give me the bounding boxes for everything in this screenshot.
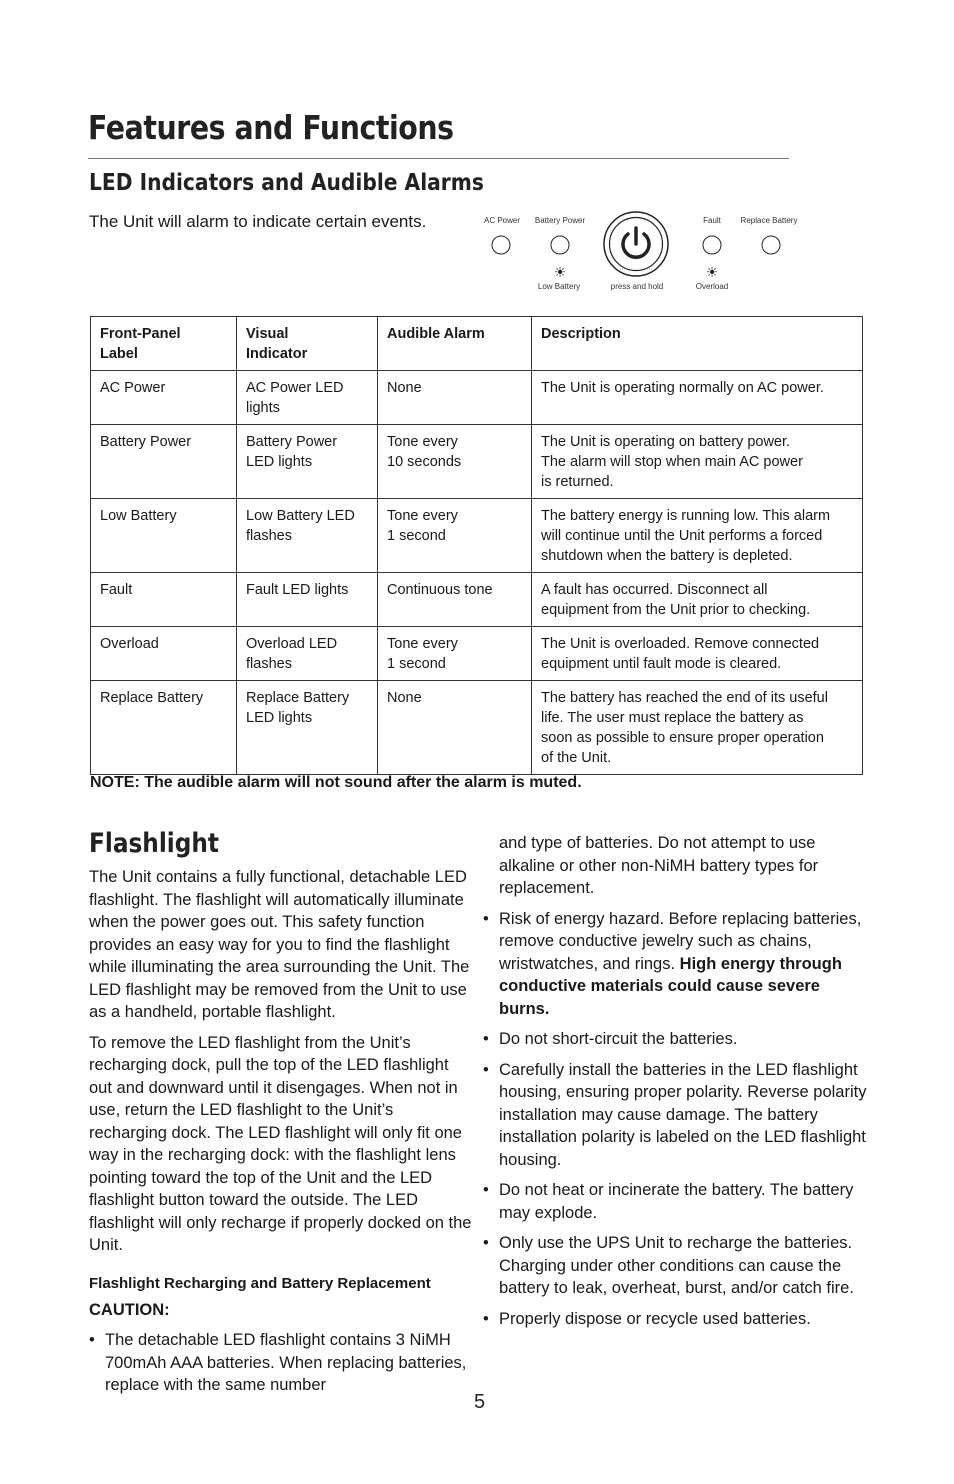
overload-label: Overload bbox=[695, 282, 729, 291]
table-cell: Fault bbox=[91, 573, 237, 627]
table-cell: Fault LED lights bbox=[237, 573, 378, 627]
power-button bbox=[602, 210, 670, 278]
table-cell: None bbox=[378, 681, 532, 775]
list-item: • Do not short-circuit the batteries. bbox=[483, 1028, 867, 1051]
replace-battery-led bbox=[762, 236, 781, 255]
table-cell: AC Power bbox=[91, 371, 237, 425]
table-row bbox=[91, 573, 863, 627]
recharging-subhead: Flashlight Recharging and Battery Replacement bbox=[89, 1274, 431, 1292]
header-cell: Audible Alarm bbox=[378, 317, 532, 371]
overload-flash-icon: ☀ bbox=[705, 264, 719, 280]
list-item: • Carefully install the batteries in the LED flashlight housing, ensuring proper polarity. Reverse polarity installation may cause damage. The battery installation polarity is labeled on the LED flashlight housing. bbox=[483, 1060, 867, 1169]
caution-list bbox=[483, 908, 867, 1331]
table-cell: Replace Battery bbox=[91, 681, 237, 775]
fault-led bbox=[703, 236, 722, 255]
bullet-icon: • bbox=[483, 1181, 489, 1199]
caution-list bbox=[89, 1329, 473, 1397]
table-cell: Battery Power bbox=[91, 425, 237, 499]
low-battery-flash-icon: ☀ bbox=[553, 264, 567, 280]
flashlight-paragraph: To remove the LED flashlight from the Unit’s recharging dock, pull the top of the LED flashlight out and downward until it disengages. When not in use, return the LED flashlight to the Unit’s recharging dock. The LED flashlight will only fit one way in the recharging dock: with the flashlight lens pointing toward the top of the Unit and the LED flashlight button toward the outside. The LED flashlight will only recharge if properly docked on the Unit. bbox=[89, 1033, 472, 1254]
title-divider bbox=[88, 158, 789, 159]
table-row bbox=[91, 499, 863, 573]
fault-label: Fault bbox=[703, 216, 721, 225]
table-cell: The Unit is operating normally on AC power. bbox=[532, 371, 863, 425]
bullet-icon: • bbox=[483, 1309, 489, 1328]
list-item: • Only use the UPS Unit to recharge the batteries. Charging under other conditions can cause the battery to leak, overheat, burst, and/or catch fire. bbox=[483, 1234, 854, 1297]
list-item: • Properly dispose or recycle used batteries. bbox=[483, 1308, 867, 1331]
bullet-icon: • bbox=[483, 1030, 489, 1048]
front-panel-diagram bbox=[470, 205, 810, 300]
table-cell: The battery energy is running low. This alarm will continue until the Unit performs a forced shutdown when the battery is depleted. bbox=[532, 499, 863, 573]
table-cell: None bbox=[378, 371, 532, 425]
flashlight-right-column bbox=[483, 832, 867, 1338]
low-battery-label: Low Battery bbox=[537, 282, 581, 291]
table-cell: Tone every 1 second bbox=[378, 499, 532, 573]
table-cell: Tone every 1 second bbox=[378, 627, 532, 681]
warning-bold-text: High energy through conductive materials could cause severe burns. bbox=[499, 954, 842, 1018]
flashlight-title: Flashlight bbox=[89, 828, 220, 859]
intro-text: The Unit will alarm to indicate certain events. bbox=[89, 212, 427, 231]
header-cell: Front-Panel Label bbox=[91, 317, 237, 371]
page-title: Features and Functions bbox=[88, 108, 454, 147]
ac-power-label: AC Power bbox=[483, 216, 521, 225]
page-number: 5 bbox=[474, 1391, 486, 1413]
table-row bbox=[91, 681, 863, 775]
table-row bbox=[91, 371, 863, 425]
bullet-icon: • bbox=[483, 1234, 489, 1252]
flashlight-paragraph: The Unit contains a fully functional, detachable LED flashlight. The flashlight will automatically illuminate when the power goes out. This safety function provides an easy way for you to find the flashlight while illuminating the area surrounding the Unit. The LED flashlight may be removed from the Unit to use as a handheld, portable flashlight. bbox=[89, 868, 470, 1021]
list-item: • Risk of energy hazard. Before replacing batteries, remove conductive jewelry such as chains, wristwatches, and rings. High energy through conductive materials could cause severe burns. bbox=[483, 909, 862, 1018]
table-cell: Continuous tone bbox=[378, 573, 532, 627]
battery-power-label: Battery Power bbox=[534, 216, 586, 225]
section-title: LED Indicators and Audible Alarms bbox=[89, 170, 484, 196]
table-row bbox=[91, 425, 863, 499]
table-cell: Low Battery bbox=[91, 499, 237, 573]
header-cell: Visual Indicator bbox=[237, 317, 378, 371]
table-cell: Replace Battery LED lights bbox=[237, 681, 378, 775]
alarm-table bbox=[90, 316, 863, 775]
table-header-row bbox=[91, 317, 863, 371]
table-cell: Overload LED flashes bbox=[237, 627, 378, 681]
table-cell: The Unit is overloaded. Remove connected equipment until fault mode is cleared. bbox=[532, 627, 863, 681]
bullet-icon: • bbox=[483, 909, 489, 928]
table-cell: A fault has occurred. Disconnect all equipment from the Unit prior to checking. bbox=[532, 573, 863, 627]
table-cell: Tone every 10 seconds bbox=[378, 425, 532, 499]
replace-battery-label: Replace Battery bbox=[740, 216, 798, 225]
bullet-icon: • bbox=[89, 1331, 95, 1349]
list-item-continuation: and type of batteries. Do not attempt to use alkaline or other non-NiMH battery types for replacement. bbox=[499, 834, 819, 897]
press-and-hold-label: press and hold bbox=[610, 282, 664, 291]
list-item: • The detachable LED flashlight contains 3 NiMH 700mAh AAA batteries. When replacing batteries, replace with the same number bbox=[89, 1331, 467, 1394]
list-item: • Do not heat or incinerate the battery. The battery may explode. bbox=[483, 1181, 854, 1222]
bullet-icon: • bbox=[483, 1060, 489, 1079]
header-cell: Description bbox=[532, 317, 863, 371]
table-cell: Low Battery LED flashes bbox=[237, 499, 378, 573]
alarm-note: NOTE: The audible alarm will not sound after the alarm is muted. bbox=[90, 774, 582, 791]
table-cell: The battery has reached the end of its useful life. The user must replace the battery as soon as possible to ensure proper operation of the Unit. bbox=[532, 681, 863, 775]
caution-label: CAUTION: bbox=[89, 1300, 170, 1319]
table-cell: The Unit is operating on battery power. The alarm will stop when main AC power is returned. bbox=[532, 425, 863, 499]
battery-power-led bbox=[551, 236, 570, 255]
flashlight-left-column bbox=[89, 826, 473, 1405]
ac-power-led bbox=[492, 236, 511, 255]
table-row bbox=[91, 627, 863, 681]
table-cell: AC Power LED lights bbox=[237, 371, 378, 425]
table-cell: Overload bbox=[91, 627, 237, 681]
table-cell: Battery Power LED lights bbox=[237, 425, 378, 499]
